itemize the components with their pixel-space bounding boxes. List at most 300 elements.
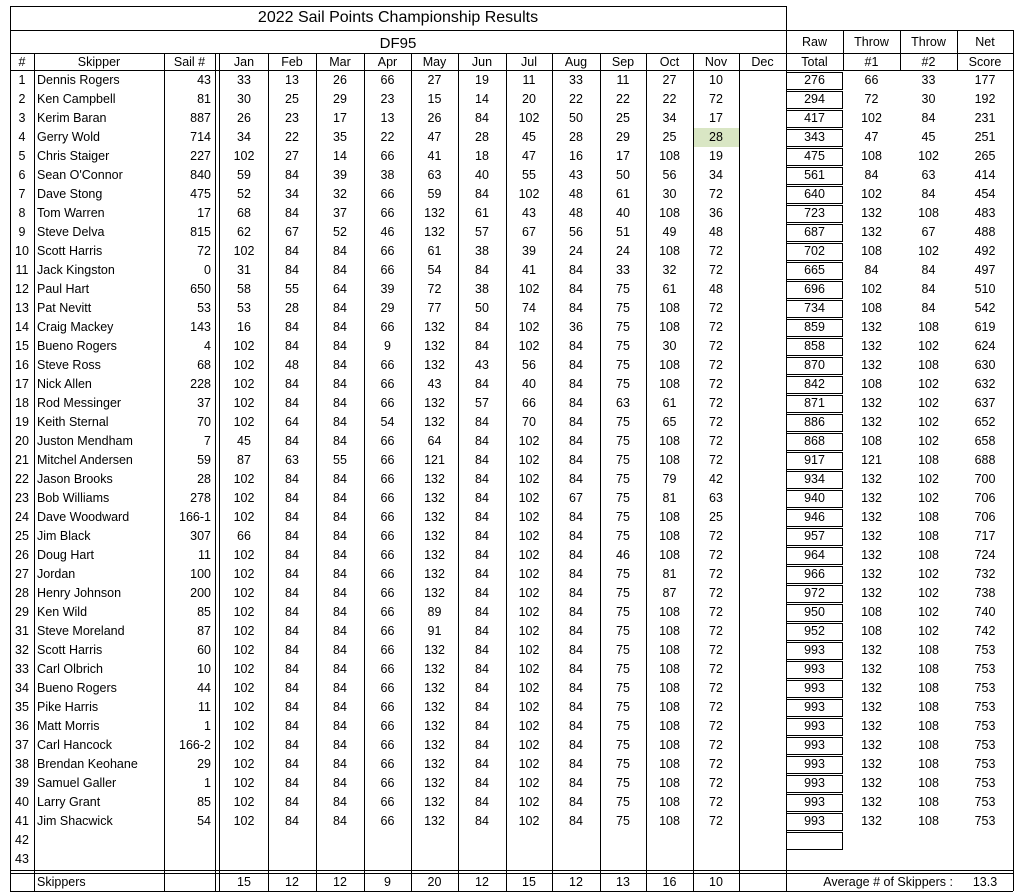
footer-month-count: 9 (384, 874, 391, 889)
month-score: 32 (662, 263, 677, 278)
month-score: 17 (709, 111, 723, 126)
month-score: 72 (709, 244, 723, 259)
month-score: 132 (424, 320, 445, 335)
col-line (268, 53, 269, 891)
month-score (739, 793, 786, 812)
month-score: 22 (569, 92, 583, 107)
raw-total (786, 850, 843, 869)
month-score (600, 850, 646, 869)
month-score: 28 (569, 130, 583, 145)
col-header-throw2-bottom: #2 (921, 55, 936, 70)
raw-total-box (786, 756, 843, 774)
raw-total: 868 (804, 434, 825, 449)
month-score: 75 (616, 510, 630, 525)
throw-1: 132 (861, 358, 882, 373)
throw-1: 132 (861, 225, 882, 240)
raw-total-box (786, 186, 843, 204)
month-score: 66 (380, 358, 395, 373)
month-score (739, 812, 786, 831)
month-score: 72 (709, 92, 723, 107)
month-score: 23 (380, 92, 395, 107)
month-score: 84 (285, 814, 299, 829)
row-number: 12 (15, 282, 29, 297)
month-score: 84 (569, 700, 583, 715)
col-line (900, 30, 901, 70)
month-score: 63 (285, 453, 299, 468)
month-score: 75 (616, 301, 630, 316)
raw-total: 993 (804, 643, 825, 658)
month-score (739, 641, 786, 660)
throw-2: 108 (918, 358, 939, 373)
row-number: 1 (18, 73, 26, 88)
throw-2: 30 (921, 92, 936, 107)
row-number: 29 (15, 605, 29, 620)
month-score: 66 (380, 187, 395, 202)
skipper-name: Ken Wild (37, 605, 88, 620)
month-score: 54 (427, 263, 442, 278)
sail-number: 28 (197, 472, 211, 487)
col-line (164, 53, 165, 891)
month-score: 43 (522, 206, 536, 221)
raw-total-box (786, 91, 843, 109)
raw-total-box (786, 699, 843, 717)
month-score: 84 (475, 795, 489, 810)
month-score: 84 (285, 776, 299, 791)
net-score: 753 (974, 700, 996, 715)
month-score (739, 109, 786, 128)
month-score: 102 (518, 776, 540, 791)
month-score: 84 (475, 662, 489, 677)
raw-total: 993 (804, 681, 825, 696)
throw-1: 132 (861, 510, 882, 525)
month-score: 102 (518, 605, 540, 620)
skipper-name: Dave Woodward (37, 510, 130, 525)
row-number: 5 (18, 149, 26, 164)
month-score: 33 (616, 263, 630, 278)
sail-number: 143 (190, 320, 211, 335)
month-score: 43 (427, 377, 442, 392)
net-score (957, 850, 1013, 869)
month-score: 102 (518, 795, 540, 810)
raw-total-box (786, 376, 843, 394)
month-score: 84 (285, 244, 299, 259)
col-line (552, 53, 553, 891)
skipper-name: Steve Moreland (37, 624, 125, 639)
month-score: 132 (424, 700, 445, 715)
footer-top-line (10, 873, 1013, 874)
raw-total: 993 (804, 776, 825, 791)
col-header-month: Aug (564, 55, 588, 70)
month-score: 74 (522, 301, 536, 316)
month-score: 84 (569, 396, 583, 411)
throw-2: 102 (918, 472, 939, 487)
month-score: 61 (427, 244, 442, 259)
raw-total-box (786, 319, 843, 337)
month-score (739, 280, 786, 299)
month-score: 102 (518, 719, 540, 734)
month-score: 84 (333, 263, 347, 278)
skipper-name (34, 831, 164, 850)
throw-1: 132 (861, 681, 882, 696)
skipper-name: Brendan Keohane (37, 757, 138, 772)
raw-total-box (786, 680, 843, 698)
month-score: 84 (475, 320, 489, 335)
month-score (739, 71, 786, 90)
month-score: 84 (569, 586, 583, 601)
month-score: 28 (475, 130, 489, 145)
net-score: 753 (974, 681, 996, 696)
month-score: 84 (285, 168, 299, 183)
throw-2: 108 (918, 662, 939, 677)
month-score: 72 (709, 605, 723, 620)
month-score: 66 (380, 567, 395, 582)
month-score: 84 (475, 339, 489, 354)
month-score (646, 831, 693, 850)
footer-average-label: Average # of Skippers : (823, 874, 953, 889)
net-score: 414 (974, 168, 996, 183)
sail-number: 10 (197, 662, 211, 677)
row-number: 18 (15, 396, 29, 411)
footer-month-count: 15 (522, 874, 536, 889)
month-score: 84 (285, 605, 299, 620)
skipper-name: Scott Harris (37, 244, 103, 259)
row-number: 31 (15, 624, 29, 639)
month-score: 84 (333, 795, 347, 810)
month-score: 34 (662, 111, 677, 126)
month-score: 102 (233, 719, 255, 734)
month-score: 108 (659, 662, 680, 677)
raw-total-box (786, 718, 843, 736)
month-score: 27 (285, 149, 299, 164)
month-score: 52 (237, 187, 251, 202)
throw-1: 84 (864, 168, 879, 183)
skipper-name: Juston Mendham (37, 434, 133, 449)
month-score: 108 (659, 244, 680, 259)
month-score: 26 (427, 111, 442, 126)
raw-total: 294 (804, 92, 825, 107)
month-score (268, 850, 316, 869)
month-score: 59 (237, 168, 251, 183)
throw-2: 102 (918, 624, 939, 639)
raw-total-box (786, 794, 843, 812)
month-score: 108 (659, 320, 680, 335)
month-score: 66 (380, 396, 395, 411)
month-score: 29 (616, 130, 630, 145)
month-score (458, 831, 506, 850)
month-score: 14 (333, 149, 347, 164)
month-score: 66 (522, 396, 536, 411)
month-score (693, 850, 739, 869)
month-score: 84 (475, 719, 489, 734)
skipper-name: Henry Johnson (37, 586, 122, 601)
col-header-month: Jul (521, 55, 537, 70)
skipper-name: Kerim Baran (37, 111, 107, 126)
throw-2: 84 (921, 282, 936, 297)
month-score: 75 (616, 795, 630, 810)
month-score: 102 (233, 244, 255, 259)
raw-total: 842 (804, 377, 825, 392)
col-line (219, 53, 220, 891)
month-score (506, 850, 552, 869)
throw-2: 108 (918, 700, 939, 715)
raw-total: 640 (804, 187, 825, 202)
throw-1: 132 (861, 320, 882, 335)
month-score (458, 850, 506, 869)
row-number: 14 (15, 320, 29, 335)
month-score: 84 (569, 624, 583, 639)
throw-2: 102 (918, 244, 939, 259)
row-number: 34 (15, 681, 29, 696)
raw-total-box (786, 243, 843, 261)
month-score (739, 831, 786, 850)
month-score (739, 679, 786, 698)
month-score: 84 (285, 757, 299, 772)
footer-month-count: 12 (285, 874, 299, 889)
raw-total-box (786, 623, 843, 641)
month-score (364, 850, 411, 869)
row-number: 24 (15, 510, 29, 525)
month-score: 108 (659, 548, 680, 563)
skipper-name: Jack Kingston (37, 263, 115, 278)
month-score: 27 (427, 73, 442, 88)
month-score: 84 (285, 738, 299, 753)
month-score: 75 (616, 681, 630, 696)
month-score: 75 (616, 434, 630, 449)
col-header-month: Sep (611, 55, 635, 70)
month-score: 102 (518, 510, 540, 525)
skipper-name: Sean O'Connor (37, 168, 123, 183)
col-header-sail: Sail # (173, 55, 206, 70)
month-score: 84 (475, 263, 489, 278)
month-score: 47 (427, 130, 442, 145)
col-header-month: Oct (659, 55, 680, 70)
net-score: 192 (974, 92, 996, 107)
month-score: 84 (333, 624, 347, 639)
month-score: 108 (659, 605, 680, 620)
throw-1: 102 (861, 111, 882, 126)
month-score: 66 (380, 263, 395, 278)
month-score: 84 (475, 776, 489, 791)
month-score: 66 (380, 472, 395, 487)
row-number: 43 (15, 852, 29, 867)
month-score: 72 (709, 814, 723, 829)
raw-total-box (786, 395, 843, 413)
throw-2: 102 (918, 586, 939, 601)
month-score: 48 (709, 225, 723, 240)
month-score: 102 (233, 662, 255, 677)
month-score: 84 (569, 757, 583, 772)
month-score: 84 (333, 814, 347, 829)
month-score: 48 (285, 358, 299, 373)
net-score: 510 (974, 282, 996, 297)
raw-total: 917 (804, 453, 825, 468)
month-score (739, 660, 786, 679)
month-score: 66 (380, 244, 395, 259)
month-score: 132 (424, 548, 445, 563)
title-bottom-line (10, 30, 1013, 31)
month-score: 72 (709, 187, 723, 202)
footer-month-count: 16 (662, 874, 677, 889)
month-score: 64 (333, 282, 347, 297)
month-score (739, 375, 786, 394)
month-score: 22 (616, 92, 630, 107)
month-score (739, 755, 786, 774)
throw-2: 102 (918, 149, 939, 164)
net-score: 658 (974, 434, 996, 449)
month-score: 84 (285, 624, 299, 639)
month-score: 34 (237, 130, 251, 145)
month-score: 84 (285, 567, 299, 582)
month-score: 67 (569, 491, 583, 506)
month-score: 102 (233, 814, 255, 829)
month-score: 102 (233, 415, 255, 430)
month-score: 102 (518, 282, 540, 297)
month-score: 84 (475, 681, 489, 696)
month-score: 57 (475, 396, 489, 411)
throw-1: 108 (861, 605, 882, 620)
raw-total: 966 (804, 567, 825, 582)
month-score: 84 (285, 700, 299, 715)
col-header-throw2-top: Throw (911, 35, 946, 50)
month-score: 84 (569, 814, 583, 829)
month-score: 30 (662, 339, 677, 354)
month-score: 37 (333, 206, 347, 221)
raw-total: 687 (804, 225, 825, 240)
month-score: 66 (380, 700, 395, 715)
month-score: 84 (333, 757, 347, 772)
month-score: 84 (333, 377, 347, 392)
month-score: 87 (662, 586, 677, 601)
raw-total: 417 (804, 111, 825, 126)
raw-total: 859 (804, 320, 825, 335)
skipper-name: Bueno Rogers (37, 681, 117, 696)
month-score: 89 (427, 605, 442, 620)
sail-number: 1 (204, 776, 211, 791)
skipper-name: Dennis Rogers (37, 73, 120, 88)
month-score (739, 147, 786, 166)
throw-2: 108 (918, 738, 939, 753)
month-score: 102 (518, 434, 540, 449)
month-score: 84 (333, 662, 347, 677)
month-score: 108 (659, 700, 680, 715)
row-number: 27 (15, 567, 29, 582)
throw-2: 102 (918, 434, 939, 449)
raw-total-box (786, 832, 843, 850)
skipper-name: Chris Staiger (37, 149, 110, 164)
month-score: 102 (233, 491, 255, 506)
sail-number: 100 (190, 567, 211, 582)
month-score: 72 (709, 586, 723, 601)
month-score: 84 (285, 377, 299, 392)
skipper-name: Pike Harris (37, 700, 99, 715)
skipper-name: Samuel Galler (37, 776, 117, 791)
month-score: 84 (475, 472, 489, 487)
col-header-month: Jan (233, 55, 255, 70)
month-score: 39 (522, 244, 536, 259)
net-score: 740 (974, 605, 996, 620)
month-score: 102 (233, 149, 255, 164)
month-score: 72 (709, 776, 723, 791)
month-score: 84 (285, 548, 299, 563)
month-score: 84 (569, 377, 583, 392)
month-score: 75 (616, 320, 630, 335)
month-score: 132 (424, 776, 445, 791)
month-score: 132 (424, 567, 445, 582)
month-score: 17 (616, 149, 630, 164)
throw-2: 84 (921, 187, 936, 202)
row-number: 25 (15, 529, 29, 544)
skipper-name: Larry Grant (37, 795, 101, 810)
month-score: 61 (616, 187, 630, 202)
raw-total: 993 (804, 814, 825, 829)
month-score: 84 (475, 415, 489, 430)
sail-number: 0 (204, 263, 211, 278)
month-score: 72 (709, 548, 723, 563)
month-score: 84 (333, 719, 347, 734)
month-score: 84 (569, 662, 583, 677)
month-score: 84 (569, 567, 583, 582)
month-score: 19 (709, 149, 723, 164)
month-score: 108 (659, 719, 680, 734)
net-score: 637 (974, 396, 996, 411)
month-score: 121 (424, 453, 445, 468)
month-score (739, 432, 786, 451)
month-score: 48 (569, 206, 583, 221)
throw-1: 132 (861, 738, 882, 753)
month-score: 108 (659, 738, 680, 753)
month-score: 34 (285, 187, 299, 202)
month-score (739, 356, 786, 375)
month-score: 102 (233, 776, 255, 791)
raw-total: 858 (804, 339, 825, 354)
net-score: 753 (974, 795, 996, 810)
month-score: 84 (569, 510, 583, 525)
throw-1: 132 (861, 700, 882, 715)
month-score: 108 (659, 624, 680, 639)
month-score: 41 (522, 263, 536, 278)
month-score: 31 (237, 263, 251, 278)
month-score: 65 (662, 415, 677, 430)
col-header-month: Apr (377, 55, 398, 70)
row-number: 16 (15, 358, 29, 373)
col-header-month: Mar (329, 55, 351, 70)
throw-1: 132 (861, 567, 882, 582)
throw-1: 132 (861, 415, 882, 430)
month-score: 102 (518, 453, 540, 468)
net-score: 688 (974, 453, 996, 468)
raw-total-box (786, 452, 843, 470)
month-score: 84 (475, 738, 489, 753)
month-score (268, 831, 316, 850)
month-score: 49 (662, 225, 677, 240)
month-score: 84 (569, 719, 583, 734)
month-score: 132 (424, 358, 445, 373)
month-score: 84 (475, 567, 489, 582)
row-number: 41 (15, 814, 29, 829)
month-score: 72 (709, 719, 723, 734)
month-score: 66 (380, 73, 395, 88)
month-score: 66 (380, 377, 395, 392)
month-score: 84 (569, 548, 583, 563)
month-score: 84 (569, 358, 583, 373)
raw-total-box (786, 148, 843, 166)
month-score: 33 (237, 73, 251, 88)
month-score (552, 850, 600, 869)
throw-1: 132 (861, 814, 882, 829)
month-score: 72 (709, 738, 723, 753)
raw-total-box (786, 471, 843, 489)
throw-2: 108 (918, 795, 939, 810)
